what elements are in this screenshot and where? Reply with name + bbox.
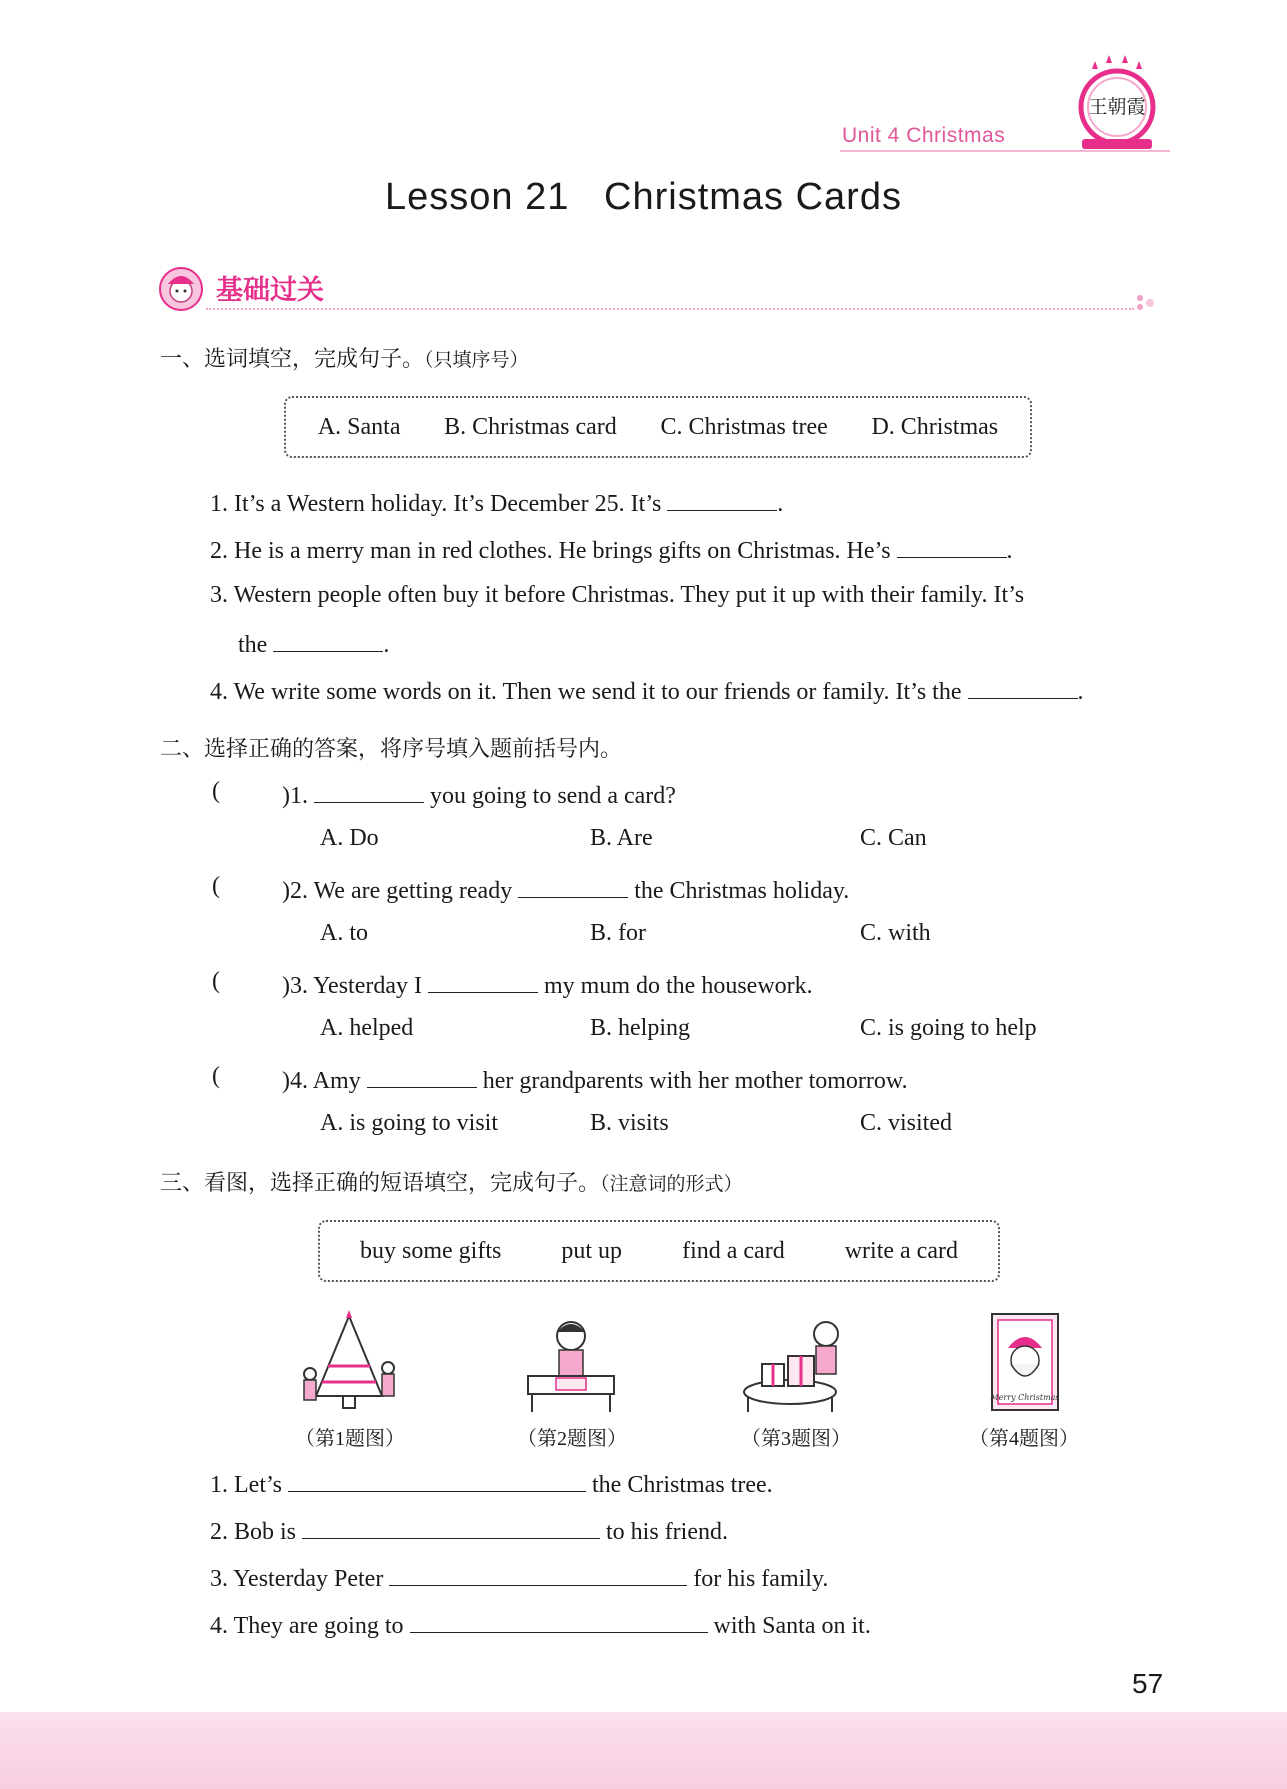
question-number: )1. <box>282 783 308 809</box>
s3-sentence-1 <box>210 1467 773 1500</box>
picture-caption-4: （第4题图） <box>969 1428 1079 1450</box>
option-a: A. to <box>320 920 368 946</box>
phrase-option: write a card <box>844 1237 958 1264</box>
s3-sentence-2 <box>210 1514 728 1547</box>
section3-heading <box>160 1166 743 1197</box>
answer-blank[interactable] <box>273 627 383 652</box>
phrase-option: find a card <box>682 1237 785 1264</box>
answer-paren[interactable]: ( <box>212 778 220 804</box>
question-number: )3. <box>282 973 308 999</box>
dots-decoration-icon <box>1134 292 1158 312</box>
answer-blank[interactable] <box>667 486 777 511</box>
question-text: 4. We write some words on it. Then we send it to our friends or family. It’s the <box>210 679 962 705</box>
option-c: C. with <box>860 920 931 946</box>
picture-caption-3: （第3题图） <box>741 1428 851 1450</box>
santa-christmas-card-picture <box>968 1308 1078 1418</box>
option-c: C. is going to help <box>860 1015 1037 1041</box>
option-b: B. visits <box>590 1110 669 1136</box>
sentence-before: 1. Let’s <box>210 1472 282 1498</box>
sentence-before: 2. Bob is <box>210 1519 297 1545</box>
brand-logo <box>1072 55 1162 155</box>
word-bank-2 <box>318 1220 1000 1282</box>
phrase-option: buy some gifts <box>360 1237 502 1264</box>
logo-text: 王朝霞 <box>1088 96 1146 118</box>
section-banner-title: 基础过关 <box>216 275 324 305</box>
s1-question-1 <box>210 486 783 519</box>
option-c: C. Can <box>860 825 927 851</box>
s1-question-2 <box>210 533 1013 566</box>
option-c: C. visited <box>860 1110 953 1136</box>
period: . <box>777 491 784 517</box>
s2-question-3 <box>282 968 813 1001</box>
section2-heading: 二、选择正确的答案，将序号填入题前括号内。 <box>160 736 623 761</box>
footer-band <box>0 1712 1287 1789</box>
question-text: 1. It’s a Western holiday. It’s December 25. It’s <box>210 491 662 517</box>
answer-blank[interactable] <box>389 1561 687 1586</box>
question-text-after: her grandparents with her mother tomorrow. <box>482 1068 908 1094</box>
sentence-after: the Christmas tree. <box>592 1472 773 1498</box>
answer-paren[interactable]: ( <box>212 968 220 994</box>
card-greeting-text: Merry Christmas <box>990 1393 1060 1402</box>
question-number: )4. <box>282 1068 308 1094</box>
question-text-after: you going to send a card? <box>430 783 676 809</box>
s1-question-4 <box>210 674 1084 707</box>
question-text: 3. Western people often buy it before Christmas. They put it up with their family. It’s <box>210 582 1025 608</box>
boy-writing-card-picture <box>516 1308 626 1418</box>
christmas-tree-kids-picture <box>294 1308 404 1418</box>
answer-paren[interactable]: ( <box>212 1063 220 1089</box>
question-text-before: Amy <box>312 1068 361 1094</box>
question-text-after: my mum do the housework. <box>544 973 813 999</box>
question-number: )2. <box>282 878 308 904</box>
period: . <box>1006 538 1013 564</box>
period: . <box>383 632 390 658</box>
option-a: A. Do <box>320 825 379 851</box>
sentence-after: for his family. <box>693 1566 829 1592</box>
option-b: B. for <box>590 920 646 946</box>
answer-blank[interactable] <box>367 1063 477 1088</box>
option-b: B. Are <box>590 825 653 851</box>
answer-blank[interactable] <box>897 533 1007 558</box>
word-option: A. Santa <box>317 413 401 440</box>
question-text-before: We are getting ready <box>313 878 513 904</box>
page-number: 57 <box>1132 1668 1164 1699</box>
picture-caption-2: （第2题图） <box>517 1428 627 1450</box>
question-text-after: the Christmas holiday. <box>634 878 850 904</box>
option-a: A. is going to visit <box>320 1110 499 1136</box>
sentence-after: to his friend. <box>606 1519 728 1545</box>
sentence-before: 3. Yesterday Peter <box>210 1566 384 1592</box>
answer-blank[interactable] <box>428 968 538 993</box>
section1-heading <box>160 342 529 373</box>
s1-question-3 <box>210 580 1024 610</box>
s3-sentence-3 <box>210 1561 828 1594</box>
answer-paren[interactable]: ( <box>212 873 220 899</box>
option-b: B. helping <box>590 1015 690 1041</box>
sentence-after: with Santa on it. <box>713 1613 871 1639</box>
s1-question-3-cont <box>238 627 389 660</box>
question-text: the <box>238 632 268 658</box>
phrase-option: put up <box>561 1237 623 1264</box>
option-a: A. helped <box>320 1015 414 1041</box>
s3-sentence-4 <box>210 1608 871 1641</box>
answer-blank[interactable] <box>968 674 1078 699</box>
answer-blank[interactable] <box>410 1608 708 1633</box>
answer-blank[interactable] <box>288 1467 586 1492</box>
lesson-title: Lesson 21 Christmas Cards <box>385 176 902 218</box>
word-option: B. Christmas card <box>444 413 617 440</box>
answer-blank[interactable] <box>518 873 628 898</box>
s2-question-4 <box>282 1063 908 1096</box>
unit-label: Unit 4 Christmas <box>842 124 1006 147</box>
period: . <box>1077 679 1084 705</box>
gifts-on-table-picture <box>740 1308 850 1418</box>
section1-note: （只填序号） <box>424 350 529 371</box>
answer-blank[interactable] <box>302 1514 600 1539</box>
s2-question-1 <box>282 778 676 811</box>
question-text-before: Yesterday I <box>313 973 422 999</box>
s2-question-2 <box>282 873 849 906</box>
section1-heading-text: 一、选词填空，完成句子。 <box>160 346 425 371</box>
sentence-before: 4. They are going to <box>210 1613 404 1639</box>
section3-heading-text: 三、看图，选择正确的短语填空，完成句子。 <box>160 1170 601 1195</box>
banner-divider <box>206 308 1134 310</box>
word-option: C. Christmas tree <box>660 413 828 440</box>
picture-caption-1: （第1题图） <box>295 1428 405 1450</box>
word-bank-1 <box>284 396 1032 458</box>
section3-note: （注意词的形式） <box>600 1174 743 1195</box>
word-option: D. Christmas <box>871 413 999 440</box>
question-text: 2. He is a merry man in red clothes. He brings gifts on Christmas. He’s <box>210 538 891 564</box>
answer-blank[interactable] <box>314 778 424 803</box>
student-avatar-icon <box>158 266 204 312</box>
